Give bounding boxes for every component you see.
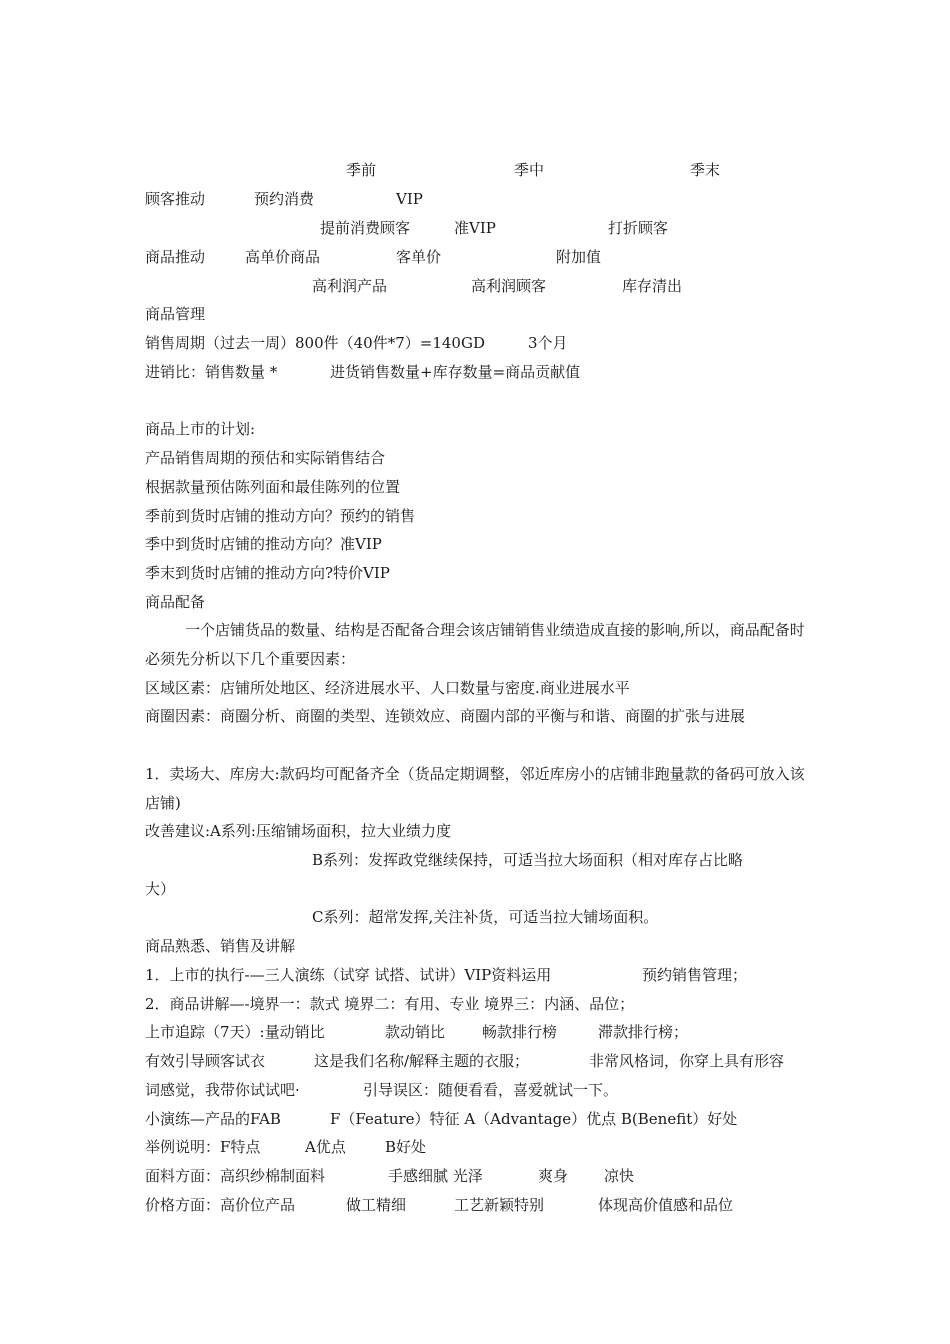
management-title: 商品管理	[145, 305, 206, 323]
suggestion-a: 改善建议:A系列:压缩铺场面积，拉大业绩力度	[145, 822, 451, 840]
header-season-mid: 季中	[514, 161, 545, 179]
launch-item: 产品销售周期的预估和实际销售结合	[145, 449, 386, 467]
example-item: 举例说明：F特点	[145, 1138, 261, 1156]
tracking-item: 上市追踪（7天）:量动销比	[145, 1023, 325, 1041]
product-push-c2: 客单价	[396, 248, 442, 266]
fabric-item: 爽身	[538, 1167, 569, 1185]
tracking-item: 款动销比	[385, 1023, 446, 1041]
sales-ratio-a: 进销比：销售数量 *	[145, 363, 278, 381]
suggestion-b-wrap: 大）	[145, 880, 176, 898]
header-season-pre: 季前	[346, 161, 377, 179]
launch-item: 季前到货时店铺的推动方向？预约的销售	[145, 507, 416, 525]
fab-definition: F（Feature）特征 A（Advantage）优点 B(Benefit）好处	[330, 1110, 738, 1128]
product-row2-c1: 高利润产品	[312, 277, 388, 295]
tracking-item: 滞款排行榜；	[598, 1023, 689, 1041]
header-season-end: 季末	[690, 161, 721, 179]
suggestion-b: B系列：发挥政党继续保持，可适当拉大场面积（相对库存占比略	[312, 851, 744, 869]
customer-push-c2: VIP	[396, 190, 423, 208]
product-push-c1: 高单价商品	[245, 248, 321, 266]
guide-item: 有效引导顾客试衣	[145, 1052, 266, 1070]
fabric-item: 手感细腻 光泽	[388, 1167, 483, 1185]
allocation-intro: 一个店铺货品的数量、结构是否配备合理会该店铺销售业绩造成直接的影响,所以，商品配备时必须先分析以下几个重要因素：	[145, 621, 805, 668]
launch-title: 商品上市的计划:	[145, 420, 256, 438]
familiar-title: 商品熟悉、销售及讲解	[145, 937, 296, 955]
guide-line-2b: 引导误区：随便看看，喜爱就试一下。	[363, 1081, 619, 1099]
launch-item: 根据款量预估陈列面和最佳陈列的位置	[145, 478, 401, 496]
familiar-line-1b: 预约销售管理；	[642, 966, 748, 984]
product-push-c3: 附加值	[556, 248, 602, 266]
region-factor: 区域区素：店铺所处地区、经济进展水平、人口数量与密度.商业进展水平	[145, 679, 630, 697]
launch-item: 季中到货时店铺的推动方向？准VIP	[145, 535, 382, 553]
customer-row2-c3: 打折顾客	[608, 219, 669, 237]
fabric-item: 凉快	[604, 1167, 635, 1185]
price-item: 做工精细	[346, 1196, 407, 1214]
product-row2-c2: 高利润顾客	[471, 277, 547, 295]
guide-line-2a: 词感觉，我带你试试吧·	[145, 1081, 300, 1099]
allocation-title: 商品配备	[145, 593, 206, 611]
tracking-item: 畅款排行榜	[482, 1023, 558, 1041]
sales-ratio-b: 进货销售数量+库存数量=商品贡献值	[330, 363, 581, 381]
price-item: 体现高价值感和品位	[598, 1196, 734, 1214]
guide-item: 这是我们名称/解释主题的衣服；	[314, 1052, 530, 1070]
circle-factor: 商圈因素：商圈分析、商圈的类型、连锁效应、商圈内部的平衡与和谐、商圈的扩张与进展	[145, 707, 746, 725]
fabric-item: 面料方面：高织纱棉制面料	[145, 1167, 326, 1185]
customer-push-label: 顾客推动	[145, 190, 206, 208]
sales-cycle: 销售周期（过去一周）800件（40件*7）=140GD	[145, 334, 485, 352]
familiar-line-1: 1．上市的执行-—三人演练（试穿 试搭、试讲）VIP资料运用	[145, 966, 552, 984]
familiar-line-2: 2．商品讲解—-境界一：款式 境界二：有用、专业 境界三：内涵、品位；	[145, 995, 635, 1013]
customer-row2-c2: 准VIP	[454, 219, 496, 237]
price-item: 工艺新颖特别	[454, 1196, 545, 1214]
customer-row2-c1: 提前消费顾客	[320, 219, 411, 237]
product-row2-c3: 库存清出	[622, 277, 683, 295]
sales-cycle-months: 3个月	[528, 334, 568, 352]
customer-push-c1: 预约消费	[254, 190, 315, 208]
product-push-label: 商品推动	[145, 248, 206, 266]
guide-item: 非常风格词，你穿上具有形容	[589, 1052, 785, 1070]
example-item: A优点	[305, 1138, 346, 1156]
suggestion-c: C系列：超常发挥,关注补货，可适当拉大铺场面积。	[312, 908, 659, 926]
allocation-point-1: 1．卖场大、库房大:款码均可配备齐全（货品定期调整，邻近库房小的店铺非跑量款的备码可放入该店铺)	[145, 765, 805, 812]
price-item: 价格方面：高价位产品	[145, 1196, 296, 1214]
launch-item: 季末到货时店铺的推动方向?特价VIP	[145, 564, 390, 582]
fab-title: 小演练—产品的FAB	[145, 1110, 281, 1128]
example-item: B好处	[385, 1138, 427, 1156]
